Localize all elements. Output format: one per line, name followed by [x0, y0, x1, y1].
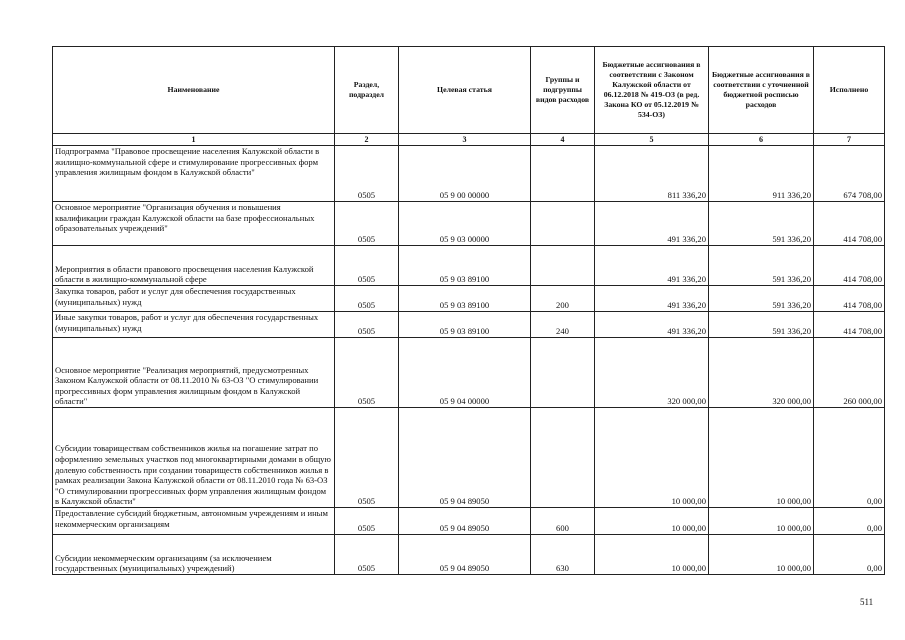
- row-executed: 260 000,00: [814, 338, 885, 408]
- table-row: [53, 312, 885, 338]
- row-target-article: 05 9 04 89050: [399, 535, 531, 575]
- row-law-amount: 10 000,00: [595, 508, 709, 535]
- header-refined-allocations: Бюджетные ассигнования в соответствии с уточненной бюджетной росписью расходов: [709, 47, 814, 134]
- row-section: 0505: [335, 246, 399, 286]
- header-name: Наименование: [53, 47, 335, 134]
- row-law-amount: 491 336,20: [595, 246, 709, 286]
- header-target-article: Целевая статья: [399, 47, 531, 134]
- row-section: 0505: [335, 408, 399, 508]
- table-body: [53, 146, 885, 575]
- row-section: 0505: [335, 202, 399, 246]
- row-section: 0505: [335, 286, 399, 312]
- row-name: Закупка товаров, работ и услуг для обеспечения государственных (муниципальных) нужд: [53, 286, 335, 312]
- table-header: [53, 47, 885, 146]
- column-number: 5: [595, 134, 709, 146]
- page-number: 511: [860, 597, 874, 607]
- row-refined-amount: 591 336,20: [709, 286, 814, 312]
- row-expense-group: [531, 408, 595, 508]
- header-law-allocations: Бюджетные ассигнования в соответствии с Законом Калужской области от 06.12.2018 № 419-ОЗ (в ред. Закона КО от 05.12.2019 № 534-ОЗ): [595, 47, 709, 134]
- row-executed: 414 708,00: [814, 202, 885, 246]
- row-executed: 674 708,00: [814, 146, 885, 202]
- row-law-amount: 320 000,00: [595, 338, 709, 408]
- row-executed: 0,00: [814, 508, 885, 535]
- table-row: [53, 146, 885, 202]
- row-refined-amount: 591 336,20: [709, 202, 814, 246]
- row-law-amount: 491 336,20: [595, 312, 709, 338]
- row-target-article: 05 9 04 89050: [399, 408, 531, 508]
- row-executed: 414 708,00: [814, 286, 885, 312]
- table-row: [53, 286, 885, 312]
- row-name: Мероприятия в области правового просвещения населения Калужской области в жилищно-коммунальной сфере: [53, 246, 335, 286]
- row-refined-amount: 320 000,00: [709, 338, 814, 408]
- row-refined-amount: 10 000,00: [709, 508, 814, 535]
- header-expense-group: Группы и подгруппы видов расходов: [531, 47, 595, 134]
- row-law-amount: 811 336,20: [595, 146, 709, 202]
- row-expense-group: 200: [531, 286, 595, 312]
- column-number: 6: [709, 134, 814, 146]
- row-expense-group: [531, 338, 595, 408]
- table-row: [53, 202, 885, 246]
- row-executed: 0,00: [814, 535, 885, 575]
- row-law-amount: 491 336,20: [595, 202, 709, 246]
- row-name: Основное мероприятие "Организация обучения и повышения квалификации граждан Калужской области на базе профессиональных образовательных учреждений": [53, 202, 335, 246]
- row-expense-group: 630: [531, 535, 595, 575]
- row-refined-amount: 911 336,20: [709, 146, 814, 202]
- column-number: 2: [335, 134, 399, 146]
- row-law-amount: 10 000,00: [595, 408, 709, 508]
- row-name: Субсидии некоммерческим организациям (за исключением государственных (муниципальных) учреждений): [53, 535, 335, 575]
- row-target-article: 05 9 03 00000: [399, 202, 531, 246]
- budget-execution-sheet: [52, 46, 884, 575]
- row-target-article: 05 9 00 00000: [399, 146, 531, 202]
- row-name: Иные закупки товаров, работ и услуг для обеспечения государственных (муниципальных) нужд: [53, 312, 335, 338]
- row-target-article: 05 9 03 89100: [399, 286, 531, 312]
- row-target-article: 05 9 03 89100: [399, 312, 531, 338]
- table-row: [53, 246, 885, 286]
- row-section: 0505: [335, 535, 399, 575]
- row-executed: 414 708,00: [814, 312, 885, 338]
- row-name: Подпрограмма "Правовое просвещение населения Калужской области в жилищно-коммунальной сфере и стимулирование прогрессивных форм управления жилищным фондом в Калужской области": [53, 146, 335, 202]
- header-section: Раздел, подраздел: [335, 47, 399, 134]
- row-target-article: 05 9 04 00000: [399, 338, 531, 408]
- row-executed: 0,00: [814, 408, 885, 508]
- row-refined-amount: 10 000,00: [709, 535, 814, 575]
- column-number: 7: [814, 134, 885, 146]
- budget-table: [52, 46, 885, 575]
- row-executed: 414 708,00: [814, 246, 885, 286]
- column-number: 1: [53, 134, 335, 146]
- row-target-article: 05 9 03 89100: [399, 246, 531, 286]
- row-name: Субсидии товариществам собственников жилья на погашение затрат по оформлению земельных участков под многоквартирными домами в общую долевую собственность при создании товариществ собственников жилья в рамках реализации Закона Калужской области от 08.11.2010 года № 63-ОЗ "О стимулировании прогрессивных форм управления жилищным фондом в Калужской области": [53, 408, 335, 508]
- row-refined-amount: 591 336,20: [709, 246, 814, 286]
- row-refined-amount: 10 000,00: [709, 408, 814, 508]
- row-expense-group: 600: [531, 508, 595, 535]
- table-row: [53, 508, 885, 535]
- row-refined-amount: 591 336,20: [709, 312, 814, 338]
- row-section: 0505: [335, 312, 399, 338]
- table-row: [53, 408, 885, 508]
- row-section: 0505: [335, 146, 399, 202]
- header-executed: Исполнено: [814, 47, 885, 134]
- column-number: 3: [399, 134, 531, 146]
- row-expense-group: [531, 202, 595, 246]
- column-number: 4: [531, 134, 595, 146]
- table-row: [53, 338, 885, 408]
- row-law-amount: 10 000,00: [595, 535, 709, 575]
- row-name: Предоставление субсидий бюджетным, автономным учреждениям и иным некоммерческим организациям: [53, 508, 335, 535]
- row-section: 0505: [335, 508, 399, 535]
- row-expense-group: 240: [531, 312, 595, 338]
- row-section: 0505: [335, 338, 399, 408]
- row-law-amount: 491 336,20: [595, 286, 709, 312]
- row-expense-group: [531, 246, 595, 286]
- row-target-article: 05 9 04 89050: [399, 508, 531, 535]
- row-name: Основное мероприятие "Реализация мероприятий, предусмотренных Законом Калужской области от 08.11.2010 № 63-ОЗ "О стимулировании прогрессивных форм управления жилищным фондом в Калужской области": [53, 338, 335, 408]
- table-row: [53, 535, 885, 575]
- row-expense-group: [531, 146, 595, 202]
